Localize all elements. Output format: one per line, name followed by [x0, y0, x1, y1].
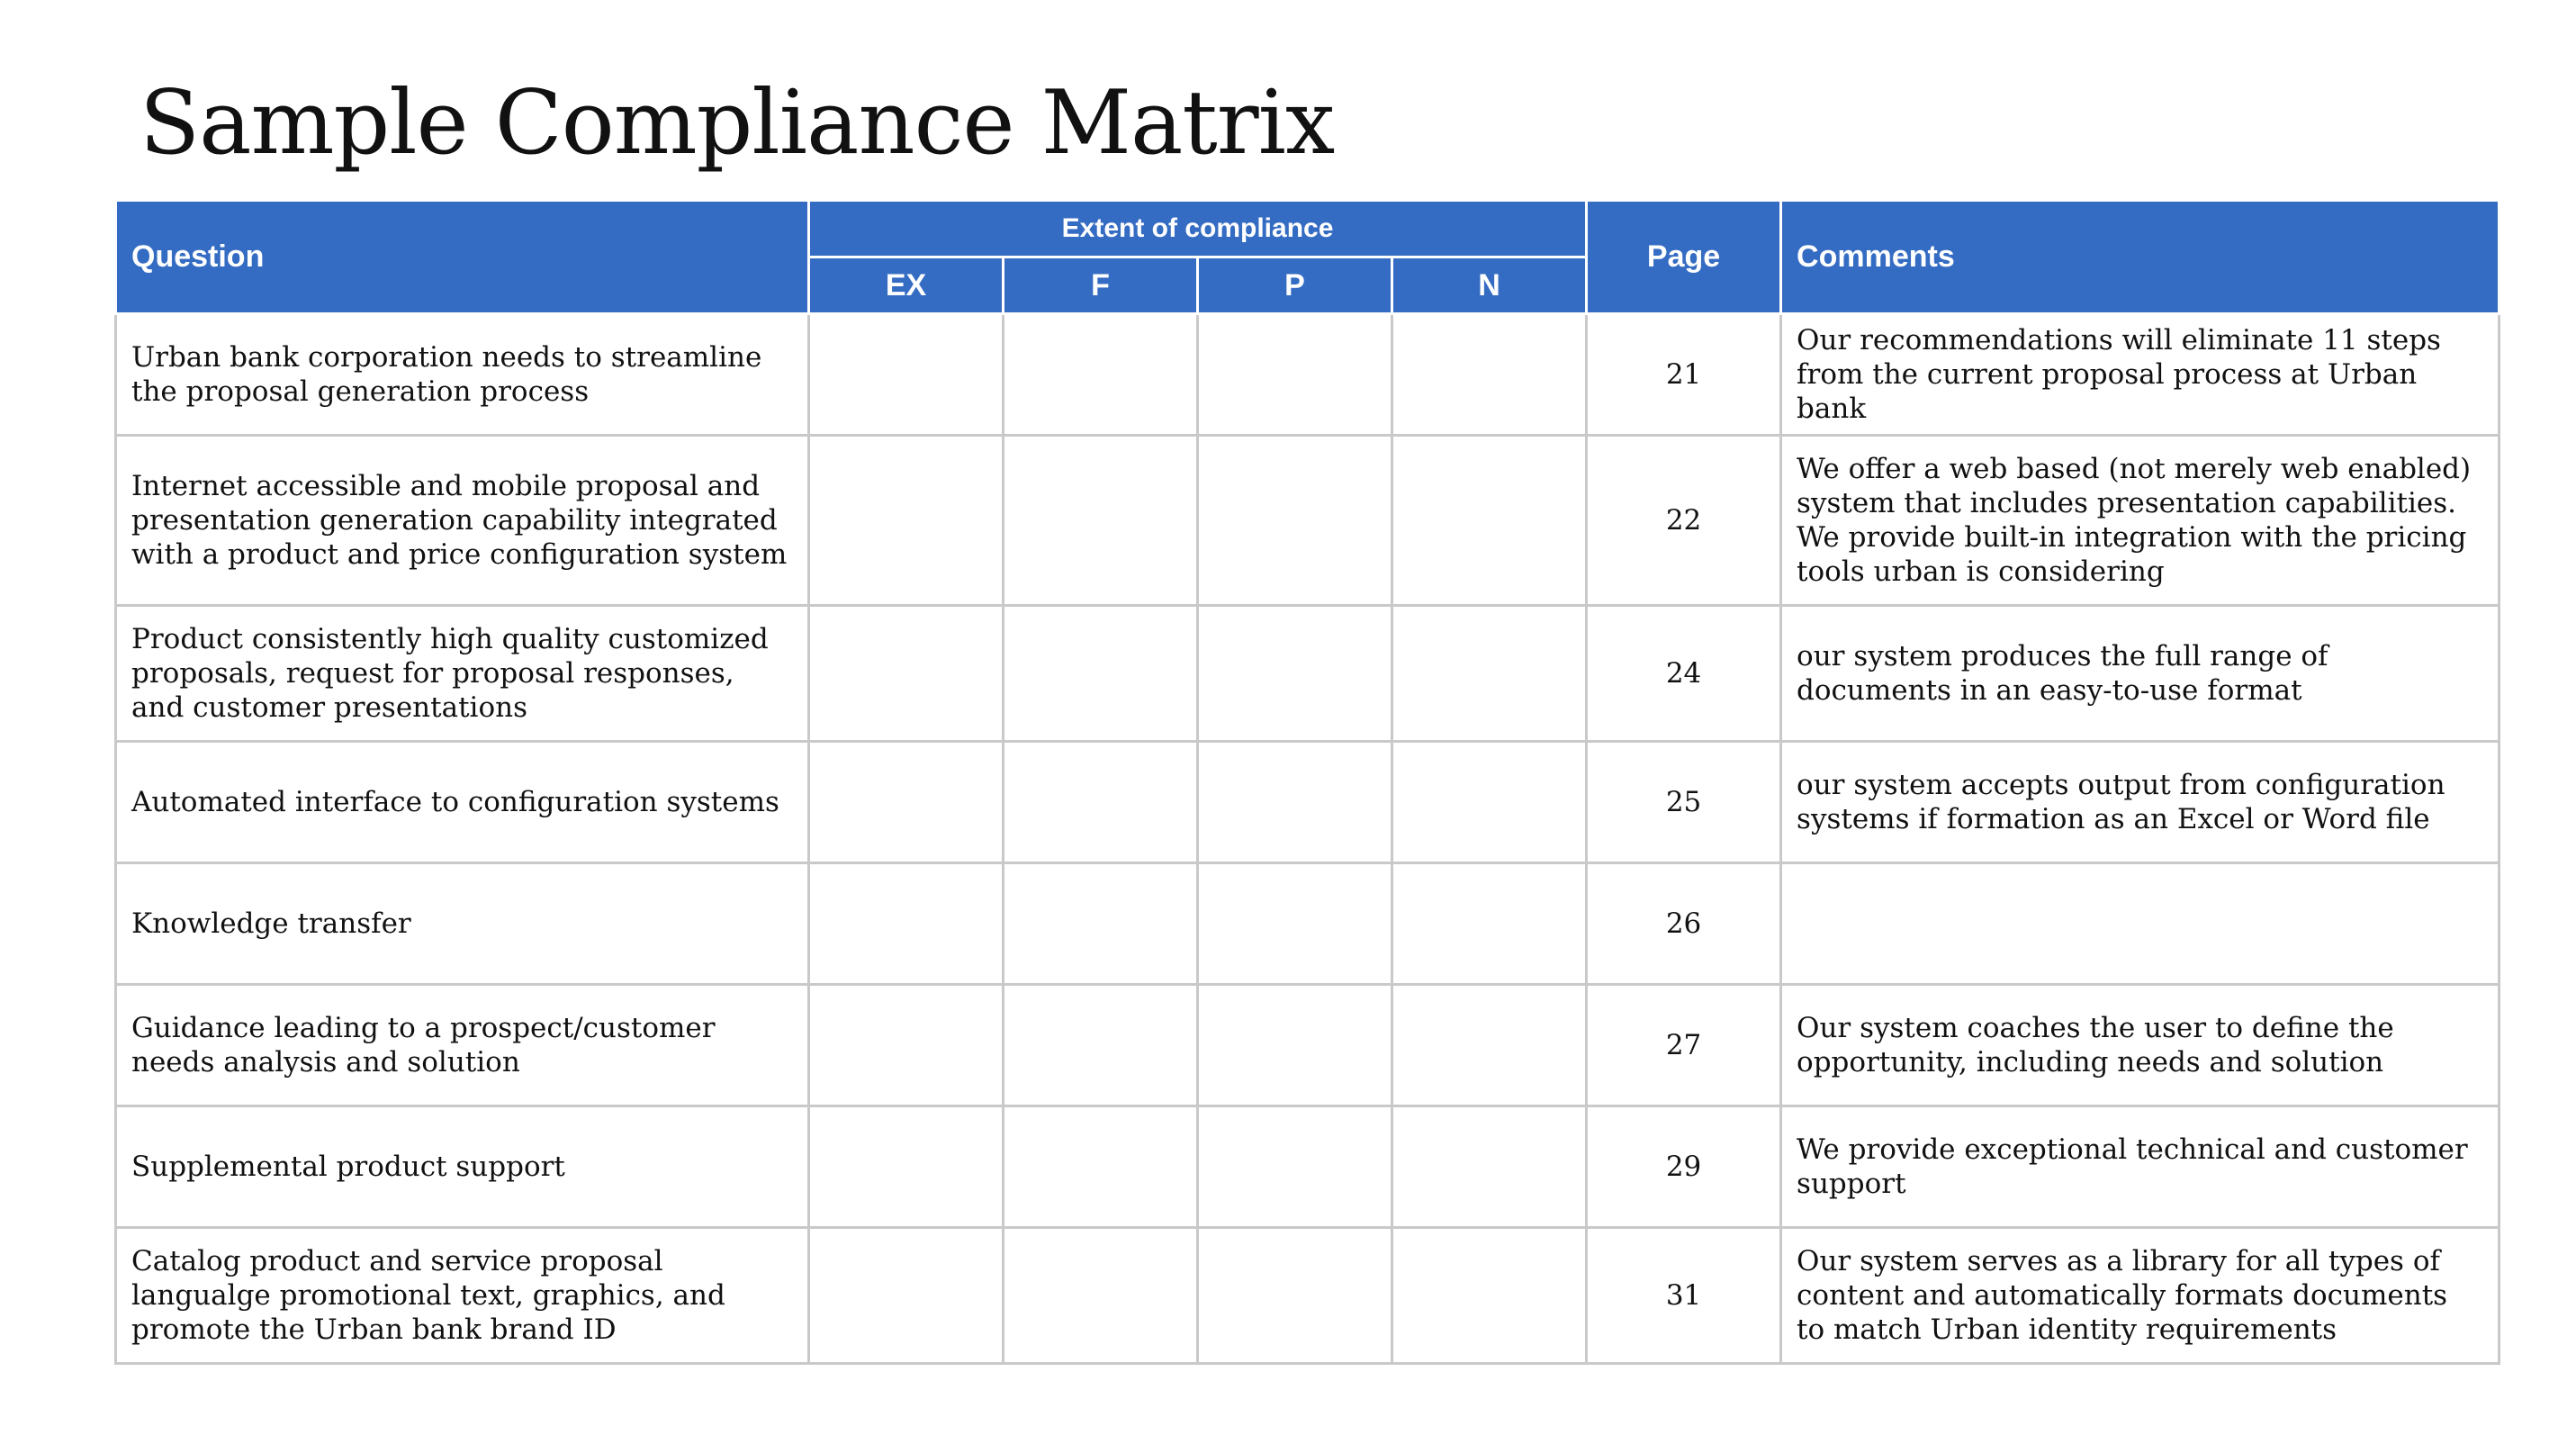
- cell-question: Urban bank corporation needs to streamline the proposal generation process: [116, 314, 809, 436]
- cell-n: [1392, 1106, 1587, 1228]
- cell-question: Automated interface to configuration systems: [116, 742, 809, 863]
- cell-ex: [809, 863, 1004, 985]
- cell-n: [1392, 436, 1587, 606]
- cell-p: [1198, 863, 1392, 985]
- cell-comments: Our recommendations will eliminate 11 steps from the current proposal process at Urban bank: [1781, 314, 2499, 436]
- header-question: Question: [116, 201, 809, 314]
- cell-question: Supplemental product support: [116, 1106, 809, 1228]
- cell-comments: We provide exceptional technical and customer support: [1781, 1106, 2499, 1228]
- cell-n: [1392, 314, 1587, 436]
- cell-ex: [809, 436, 1004, 606]
- cell-page: 24: [1587, 606, 1781, 742]
- cell-n: [1392, 606, 1587, 742]
- cell-n: [1392, 863, 1587, 985]
- cell-ex: [809, 314, 1004, 436]
- cell-n: [1392, 1228, 1587, 1364]
- table-row: [116, 863, 2499, 985]
- cell-f: [1004, 436, 1198, 606]
- cell-f: [1004, 1106, 1198, 1228]
- table-row: [116, 436, 2499, 606]
- header-n: N: [1392, 257, 1587, 314]
- cell-n: [1392, 985, 1587, 1106]
- cell-p: [1198, 606, 1392, 742]
- cell-f: [1004, 314, 1198, 436]
- cell-page: 21: [1587, 314, 1781, 436]
- cell-comments: Our system coaches the user to define the opportunity, including needs and solution: [1781, 985, 2499, 1106]
- cell-comments: We offer a web based (not merely web enabled) system that includes presentation capabilities. We provide built-in integration with the pricing tools urban is considering: [1781, 436, 2499, 606]
- table-row: [116, 985, 2499, 1106]
- cell-ex: [809, 606, 1004, 742]
- cell-ex: [809, 985, 1004, 1106]
- cell-question: Guidance leading to a prospect/customer needs analysis and solution: [116, 985, 809, 1106]
- cell-p: [1198, 985, 1392, 1106]
- cell-p: [1198, 742, 1392, 863]
- cell-question: Internet accessible and mobile proposal and presentation generation capability integrated with a product and price configuration system: [116, 436, 809, 606]
- cell-page: 31: [1587, 1228, 1781, 1364]
- table-row: [116, 742, 2499, 863]
- cell-p: [1198, 1228, 1392, 1364]
- table-row: [116, 314, 2499, 436]
- cell-f: [1004, 742, 1198, 863]
- cell-question: Knowledge transfer: [116, 863, 809, 985]
- cell-f: [1004, 1228, 1198, 1364]
- cell-p: [1198, 436, 1392, 606]
- cell-ex: [809, 1106, 1004, 1228]
- header-comments: Comments: [1781, 201, 2499, 314]
- header-ex: EX: [809, 257, 1004, 314]
- cell-p: [1198, 314, 1392, 436]
- cell-page: 25: [1587, 742, 1781, 863]
- cell-question: Catalog product and service proposal langualge promotional text, graphics, and promote the Urban bank brand ID: [116, 1228, 809, 1364]
- cell-ex: [809, 742, 1004, 863]
- cell-page: 29: [1587, 1106, 1781, 1228]
- page-title: Sample Compliance Matrix: [140, 72, 1335, 175]
- cell-n: [1392, 742, 1587, 863]
- cell-f: [1004, 985, 1198, 1106]
- table-row: [116, 606, 2499, 742]
- compliance-matrix-table: [114, 199, 2500, 1365]
- cell-question: Product consistently high quality customized proposals, request for proposal responses, and customer presentations: [116, 606, 809, 742]
- table-row: [116, 1106, 2499, 1228]
- header-p: P: [1198, 257, 1392, 314]
- cell-f: [1004, 863, 1198, 985]
- cell-page: 22: [1587, 436, 1781, 606]
- header-page: Page: [1587, 201, 1781, 314]
- table-row: [116, 1228, 2499, 1364]
- cell-page: 26: [1587, 863, 1781, 985]
- cell-f: [1004, 606, 1198, 742]
- cell-comments: our system produces the full range of documents in an easy-to-use format: [1781, 606, 2499, 742]
- cell-comments: [1781, 863, 2499, 985]
- cell-ex: [809, 1228, 1004, 1364]
- cell-p: [1198, 1106, 1392, 1228]
- cell-page: 27: [1587, 985, 1781, 1106]
- table-header-row: [116, 201, 2499, 257]
- cell-comments: our system accepts output from configuration systems if formation as an Excel or Word file: [1781, 742, 2499, 863]
- cell-comments: Our system serves as a library for all types of content and automatically formats documents to match Urban identity requirements: [1781, 1228, 2499, 1364]
- header-f: F: [1004, 257, 1198, 314]
- header-extent-of-compliance: Extent of compliance: [809, 201, 1587, 257]
